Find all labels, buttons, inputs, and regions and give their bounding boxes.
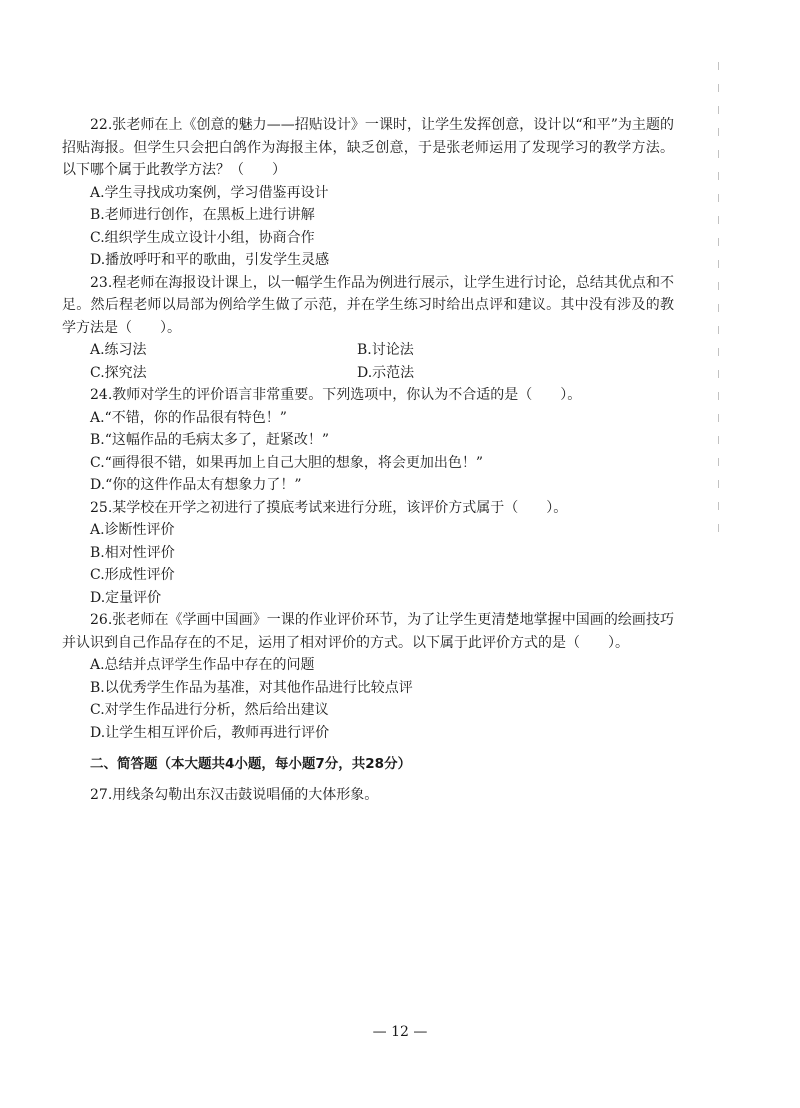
option-a: A.诊断性评价	[90, 522, 175, 538]
question-stem: 24.教师对学生的评价语言非常重要。下列选项中，你认为不合适的是（ ）。	[90, 387, 582, 403]
page-number: — 12 —	[372, 1024, 428, 1040]
option-c: C.形成性评价	[90, 567, 175, 583]
option-c: C.“画得很不错，如果再加上自己大胆的想象，将会更加出色！”	[90, 454, 483, 471]
option-b: B.“这幅作品的毛病太多了，赶紧改！”	[90, 432, 330, 448]
option-d: D.示范法	[357, 364, 415, 381]
option-d: D.播放呼吁和平的歌曲，引发学生灵感	[90, 252, 330, 268]
page-content	[62, 114, 674, 807]
question-24	[62, 384, 674, 497]
question-25	[62, 497, 674, 610]
question-22	[62, 114, 674, 272]
question-23	[62, 272, 674, 385]
option-c: C.探究法	[90, 364, 147, 381]
question-stem: 26.张老师在《学画中国画》一课的作业评价环节，为了让学生更清楚地掌握中国画的绘画技巧并认识到自己作品存在的不足，运用了相对评价的方式。以下属于此评价方式的是（ ）。	[62, 612, 674, 651]
question-stem: 22.张老师在上《创意的魅力——招贴设计》一课时，让学生发挥创意，设计以“和平”为主题的招贴海报。但学生只会把白鸽作为海报主体，缺乏创意，于是张老师运用了发现学习的教学方法。以下哪个属于此教学方法？（ ）	[62, 117, 674, 178]
scan-margin-line	[718, 62, 719, 532]
section-heading: 二、简答题（本大题共4小题，每小题7分，共28分）	[90, 756, 412, 772]
option-d: D.让学生相互评价后，教师再进行评价	[90, 724, 330, 741]
option-b: B.讨论法	[357, 342, 414, 358]
option-a: A.练习法	[90, 342, 147, 358]
question-stem: 25.某学校在开学之初进行了摸底考试来进行分班，该评价方式属于（ ）。	[90, 499, 568, 516]
question-27	[62, 784, 674, 807]
option-d: D.定量评价	[90, 589, 162, 606]
option-c: C.对学生作品进行分析，然后给出建议	[90, 702, 329, 718]
option-a: A.学生寻找成功案例，学习借鉴再设计	[90, 184, 329, 201]
option-b: B.以优秀学生作品为基准，对其他作品进行比较点评	[90, 679, 413, 696]
option-grid	[90, 339, 674, 384]
option-b: B.相对性评价	[90, 544, 175, 561]
option-a: A.“不错，你的作品很有特色！”	[90, 409, 287, 426]
question-26	[62, 609, 674, 744]
option-c: C.组织学生成立设计小组，协商合作	[90, 229, 315, 246]
question-stem: 27.用线条勾勒出东汉击鼓说唱俑的大体形象。	[90, 787, 379, 803]
option-b: B.老师进行创作，在黑板上进行讲解	[90, 207, 315, 223]
question-stem: 23.程老师在海报设计课上，以一幅学生作品为例进行展示，让学生进行讨论，总结其优点和不足。然后程老师以局部为例给学生做了示范，并在学生练习时给出点评和建议。其中没有涉及的教学方法是（ ）。	[62, 274, 674, 336]
option-d: D.“你的这件作品太有想象力了！”	[90, 477, 302, 493]
option-a: A.总结并点评学生作品中存在的问题	[90, 657, 315, 673]
